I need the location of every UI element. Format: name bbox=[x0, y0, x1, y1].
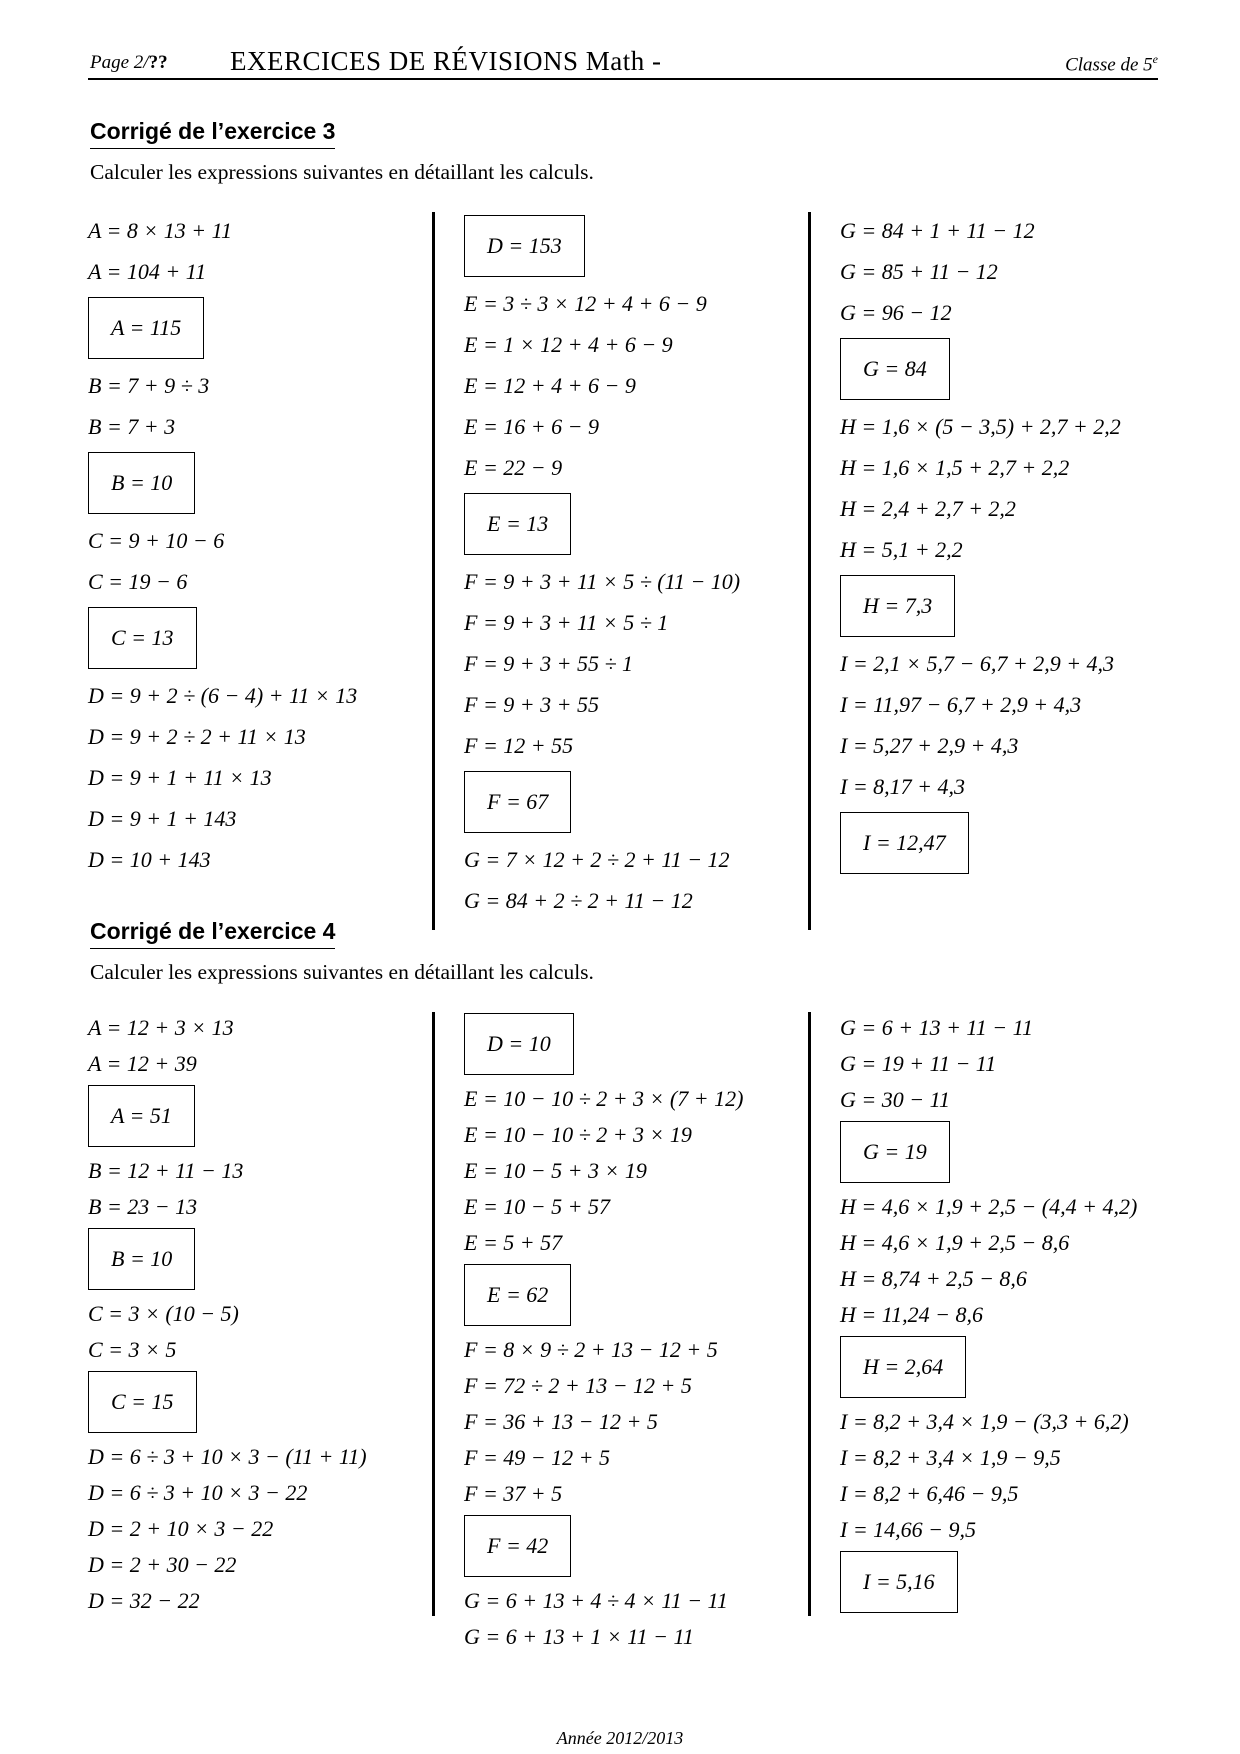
expression-line: F = 9 + 3 + 55 ÷ 1 bbox=[464, 651, 634, 676]
expression-line: H = 1,6 × 1,5 + 2,7 + 2,2 bbox=[840, 455, 1070, 480]
expression-line: H = 2,4 + 2,7 + 2,2 bbox=[840, 496, 1016, 521]
boxed-result: H = 2,64 bbox=[840, 1336, 966, 1398]
expression-column-2 bbox=[464, 210, 794, 921]
boxed-result: I = 12,47 bbox=[840, 812, 969, 874]
expression-line: G = 96 − 12 bbox=[840, 300, 952, 325]
boxed-result: G = 84 bbox=[840, 338, 950, 400]
expression-line: H = 4,6 × 1,9 + 2,5 − 8,6 bbox=[840, 1230, 1070, 1255]
expression-line: I = 8,2 + 3,4 × 1,9 − 9,5 bbox=[840, 1445, 1061, 1470]
expression-line: F = 9 + 3 + 11 × 5 ÷ (11 − 10) bbox=[464, 569, 741, 594]
expression-line: C = 9 + 10 − 6 bbox=[88, 528, 225, 553]
expression-line: C = 3 × (10 − 5) bbox=[88, 1301, 239, 1326]
expression-line: E = 5 + 57 bbox=[464, 1230, 563, 1255]
column-separator bbox=[432, 1012, 435, 1616]
page-footer: Année 2012/2013 bbox=[556, 1728, 684, 1748]
boxed-result: D = 10 bbox=[464, 1013, 574, 1075]
expression-line: D = 32 − 22 bbox=[88, 1588, 200, 1613]
expression-line: I = 11,97 − 6,7 + 2,9 + 4,3 bbox=[840, 692, 1082, 717]
expression-line: I = 8,17 + 4,3 bbox=[840, 774, 966, 799]
expression-line: E = 22 − 9 bbox=[464, 455, 563, 480]
expression-line: G = 6 + 13 + 1 × 11 − 11 bbox=[464, 1624, 694, 1649]
expression-line: E = 10 − 5 + 3 × 19 bbox=[464, 1158, 647, 1183]
boxed-result: B = 10 bbox=[88, 1228, 195, 1290]
expression-line: F = 37 + 5 bbox=[464, 1481, 563, 1506]
page-header bbox=[88, 46, 1158, 80]
expression-line: B = 23 − 13 bbox=[88, 1194, 198, 1219]
boxed-result: D = 153 bbox=[464, 215, 585, 277]
expression-line: H = 4,6 × 1,9 + 2,5 − (4,4 + 4,2) bbox=[840, 1194, 1138, 1219]
column-separator bbox=[808, 212, 811, 930]
expression-line: D = 9 + 1 + 11 × 13 bbox=[88, 765, 272, 790]
expression-column-1 bbox=[88, 210, 418, 880]
expression-line: F = 12 + 55 bbox=[464, 733, 574, 758]
boxed-result: E = 62 bbox=[464, 1264, 571, 1326]
expression-line: H = 11,24 − 8,6 bbox=[840, 1302, 983, 1327]
expression-line: E = 12 + 4 + 6 − 9 bbox=[464, 373, 636, 398]
expression-column-3 bbox=[840, 1010, 1170, 1619]
expression-line: E = 3 ÷ 3 × 12 + 4 + 6 − 9 bbox=[464, 291, 707, 316]
class-label: Classe de 5e bbox=[1065, 52, 1158, 76]
exercise-4-correction bbox=[88, 918, 1158, 1649]
expression-line: A = 104 + 11 bbox=[88, 259, 207, 284]
boxed-result: C = 15 bbox=[88, 1371, 197, 1433]
expression-line: A = 8 × 13 + 11 bbox=[88, 218, 232, 243]
expression-line: I = 5,27 + 2,9 + 4,3 bbox=[840, 733, 1019, 758]
section-instruction: Calculer les expressions suivantes en détaillant les calculs. bbox=[90, 160, 594, 184]
expression-line: I = 8,2 + 6,46 − 9,5 bbox=[840, 1481, 1019, 1506]
expression-line: F = 72 ÷ 2 + 13 − 12 + 5 bbox=[464, 1373, 692, 1398]
expression-line: G = 6 + 13 + 4 ÷ 4 × 11 − 11 bbox=[464, 1588, 728, 1613]
page-number: Page 2/?? bbox=[90, 52, 168, 73]
expression-line: E = 16 + 6 − 9 bbox=[464, 414, 599, 439]
expression-line: D = 9 + 2 ÷ (6 − 4) + 11 × 13 bbox=[88, 683, 358, 708]
expression-line: G = 19 + 11 − 11 bbox=[840, 1051, 997, 1076]
expression-line: D = 6 ÷ 3 + 10 × 3 − 22 bbox=[88, 1480, 308, 1505]
boxed-result: B = 10 bbox=[88, 452, 195, 514]
expression-line: G = 84 + 2 ÷ 2 + 11 − 12 bbox=[464, 888, 693, 913]
boxed-result: G = 19 bbox=[840, 1121, 950, 1183]
expression-line: F = 9 + 3 + 11 × 5 ÷ 1 bbox=[464, 610, 669, 635]
expression-line: F = 9 + 3 + 55 bbox=[464, 692, 599, 717]
expression-column-2 bbox=[464, 1010, 794, 1655]
boxed-result: H = 7,3 bbox=[840, 575, 955, 637]
expression-line: F = 36 + 13 − 12 + 5 bbox=[464, 1409, 658, 1434]
document-title: EXERCICES DE RÉVISIONS Math - bbox=[230, 46, 662, 76]
expression-line: G = 85 + 11 − 12 bbox=[840, 259, 998, 284]
expression-column-3 bbox=[840, 210, 1170, 880]
boxed-result: A = 51 bbox=[88, 1085, 195, 1147]
expression-line: H = 1,6 × (5 − 3,5) + 2,7 + 2,2 bbox=[840, 414, 1121, 439]
exercise-3-correction bbox=[88, 118, 1158, 913]
expression-line: E = 10 − 10 ÷ 2 + 3 × 19 bbox=[464, 1122, 692, 1147]
boxed-result: F = 67 bbox=[464, 771, 571, 833]
expression-line: D = 2 + 30 − 22 bbox=[88, 1552, 237, 1577]
section-title: Corrigé de l’exercice 4 bbox=[90, 918, 335, 949]
boxed-result: A = 115 bbox=[88, 297, 204, 359]
expression-line: D = 10 + 143 bbox=[88, 847, 211, 872]
expression-line: F = 49 − 12 + 5 bbox=[464, 1445, 610, 1470]
boxed-result: C = 13 bbox=[88, 607, 197, 669]
boxed-result: I = 5,16 bbox=[840, 1551, 958, 1613]
expression-line: B = 7 + 9 ÷ 3 bbox=[88, 373, 210, 398]
boxed-result: F = 42 bbox=[464, 1515, 571, 1577]
expression-line: G = 7 × 12 + 2 ÷ 2 + 11 − 12 bbox=[464, 847, 730, 872]
expression-line: B = 7 + 3 bbox=[88, 414, 176, 439]
expression-line: C = 3 × 5 bbox=[88, 1337, 177, 1362]
section-instruction: Calculer les expressions suivantes en détaillant les calculs. bbox=[90, 960, 594, 984]
expression-line: B = 12 + 11 − 13 bbox=[88, 1158, 244, 1183]
expression-line: I = 2,1 × 5,7 − 6,7 + 2,9 + 4,3 bbox=[840, 651, 1115, 676]
expression-line: D = 9 + 2 ÷ 2 + 11 × 13 bbox=[88, 724, 306, 749]
expression-line: E = 10 − 5 + 57 bbox=[464, 1194, 610, 1219]
boxed-result: E = 13 bbox=[464, 493, 571, 555]
expression-line: H = 8,74 + 2,5 − 8,6 bbox=[840, 1266, 1027, 1291]
expression-line: A = 12 + 39 bbox=[88, 1051, 197, 1076]
expression-line: G = 30 − 11 bbox=[840, 1087, 950, 1112]
expression-line: C = 19 − 6 bbox=[88, 569, 188, 594]
expression-line: H = 5,1 + 2,2 bbox=[840, 537, 963, 562]
expression-line: F = 8 × 9 ÷ 2 + 13 − 12 + 5 bbox=[464, 1337, 718, 1362]
column-separator bbox=[432, 212, 435, 930]
expression-line: G = 84 + 1 + 11 − 12 bbox=[840, 218, 1035, 243]
column-separator bbox=[808, 1012, 811, 1616]
expression-line: D = 6 ÷ 3 + 10 × 3 − (11 + 11) bbox=[88, 1444, 367, 1469]
expression-line: D = 9 + 1 + 143 bbox=[88, 806, 237, 831]
expression-line: D = 2 + 10 × 3 − 22 bbox=[88, 1516, 274, 1541]
expression-line: I = 8,2 + 3,4 × 1,9 − (3,3 + 6,2) bbox=[840, 1409, 1129, 1434]
expression-column-1 bbox=[88, 1010, 418, 1619]
expression-line: A = 12 + 3 × 13 bbox=[88, 1015, 234, 1040]
section-title: Corrigé de l’exercice 3 bbox=[90, 118, 335, 149]
expression-line: E = 10 − 10 ÷ 2 + 3 × (7 + 12) bbox=[464, 1086, 744, 1111]
expression-line: I = 14,66 − 9,5 bbox=[840, 1517, 977, 1542]
expression-line: E = 1 × 12 + 4 + 6 − 9 bbox=[464, 332, 673, 357]
expression-line: G = 6 + 13 + 11 − 11 bbox=[840, 1015, 1034, 1040]
